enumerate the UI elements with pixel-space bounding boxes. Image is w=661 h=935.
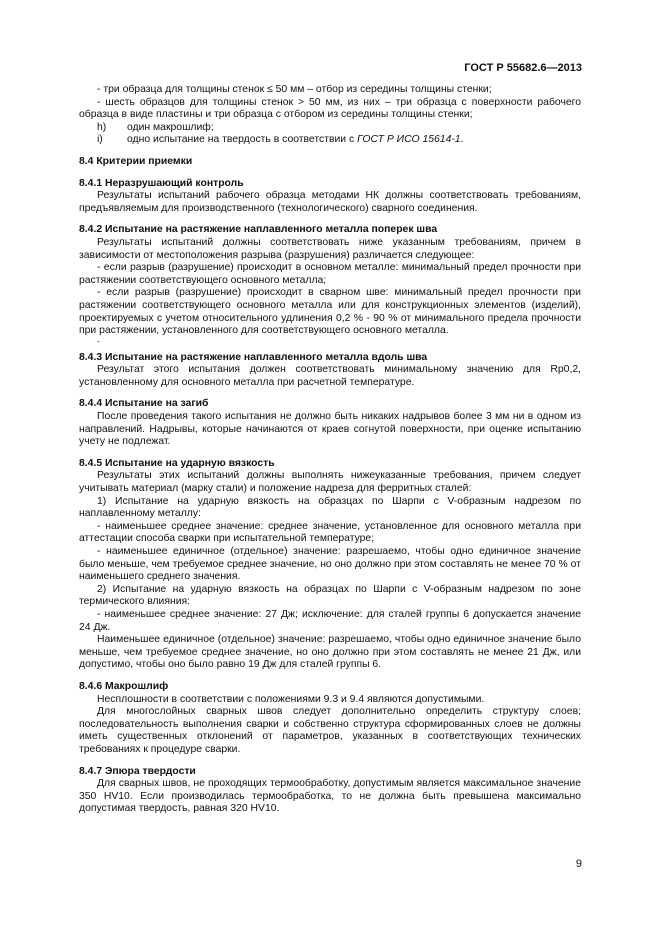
paragraph: - если разрыв (разрушение) происходит в основном металле: минимальный предел прочности при растяжении соответствующего основного металла; <box>79 262 581 286</box>
document-header: ГОСТ Р 55682.6—2013 <box>464 62 582 74</box>
paragraph: Результаты испытаний рабочего образца методами НК должны соответствовать требованиям, предъявляемым для производственного (технологического) сварного соединения. <box>79 190 581 214</box>
paragraph: - если разрыв (разрушение) происходит в сварном шве: минимальный предел прочности при растяжении соответствующего основного металла или для конструкционных элементов (изделий), проектируемых с учетом относительного удлинения 0,2 % - 90 % от минимального предела прочности при растяжении, установленного для соответствующего основного металла. <box>79 287 581 337</box>
list-item <box>79 122 581 135</box>
subsection-heading: 8.4.5 Испытание на ударную вязкость <box>79 457 275 469</box>
paragraph: - наименьшее среднее значение: среднее значение, установленное для основного металла при аттестации способа сварки при испытательной температуре; <box>79 520 581 545</box>
section-heading: 8.4 Критерии приемки <box>79 155 193 167</box>
subsection-heading: 8.4.6 Макрошлиф <box>79 680 169 692</box>
subsection-heading: 8.4.4 Испытание на загиб <box>79 398 209 410</box>
subsection-heading: 8.4.3 Испытание на растяжение наплавленного металла вдоль шва <box>79 351 428 363</box>
paragraph: Результаты этих испытаний должны выполнять нижеуказанные требования, причем следует учитывать материал (марку стали) и положение надреза для ферритных сталей: <box>79 470 581 495</box>
list-marker: h) <box>97 121 107 133</box>
list-item: i) одно испытание на твердость в соответствии с ГОСТ Р ИСО 15614-1. <box>97 134 464 146</box>
subsection-heading: 8.4.1 Неразрушающий контроль <box>79 177 244 189</box>
document-body <box>79 84 581 816</box>
paragraph: 2) Испытание на ударную вязкость на образцах по Шарпи с V-образным надрезом по зоне термического влияния: <box>79 583 581 608</box>
paragraph: Наименьшее единичное (отдельное) значение: разрешаемо, чтобы одно единичное значение было меньше, чем требуемое среднее значение, но оно должно при этом составлять не менее 21 Дж, или допустимо, чтобы оно было равно 19 Дж для сталей группы 6. <box>79 634 581 671</box>
paragraph: - шесть образцов для толщины стенок > 50 мм, из них – три образца с поверхности рабочего образца в виде пластины и три образца с отбором из середины толщины стенки; <box>79 96 581 121</box>
paragraph: - наименьшее единичное (отдельное) значение: разрешаемо, чтобы одно единичное значение было меньше, чем требуемое среднее значение, но оно должно при этом составлять не менее 70 % от наименьшего среднего значения. <box>79 546 581 583</box>
list-text: одно испытание на твердость в соответствии с <box>127 134 358 146</box>
subsection-heading: 8.4.2 Испытание на растяжение наплавленного металла поперек шва <box>79 224 438 236</box>
paragraph: Несплошности в соответствии с положениями 9.3 и 9.4 являются допустимыми. <box>97 693 485 705</box>
paragraph: После проведения такого испытания не должно быть никаких надрывов более 3 мм ни в одном из направлений. Надрывы, которые начинаются от краев согнутой поверхности, при оценке испытанию учету не подлежат. <box>79 411 581 448</box>
paragraph: Для сварных швов, не проходящих термообработку, допустимым является максимальное значение 350 HV10. Если производилась термообработка, то не должна быть превышена максимально допустимая твердость, равная 320 HV10. <box>79 778 581 815</box>
paragraph: - наименьшее среднее значение: 27 Дж; исключение: для сталей группы 6 допускается значение 24 Дж. <box>79 608 581 633</box>
dash-mark: - <box>97 336 100 346</box>
paragraph: Для многослойных сварных швов следует дополнительно определить структуру слоев; последовательность выполнения сварки и собственно структура сформированных слоев не должны иметь существенных отклонений от параметров, указанных в соответствующих технических требованиях к процедуре сварки. <box>79 706 581 755</box>
page-number: 9 <box>575 858 582 870</box>
subsection-heading: 8.4.7 Эпюра твердости <box>79 765 196 777</box>
standard-reference: ГОСТ Р ИСО 15614-1 <box>357 134 461 146</box>
paragraph: 1) Испытание на ударную вязкость на образцах по Шарпи с V-образным надрезом по наплавленному металлу: <box>79 495 581 520</box>
paragraph: Результат этого испытания должен соответствовать минимальному значению для Rp0,2, установленному для основного металла при расчетной температуре. <box>79 364 581 388</box>
paragraph: Результаты испытаний должны соответствовать ниже указанным требованиям, причем в зависимости от местоположения разрыва (разрушения) различается следующее: <box>79 236 581 261</box>
paragraph: - три образца для толщины стенок ≤ 50 мм – отбор из середины толщины стенки; <box>97 84 492 95</box>
list-text: один макрошлиф; <box>127 121 214 133</box>
list-marker: i) <box>97 134 103 146</box>
